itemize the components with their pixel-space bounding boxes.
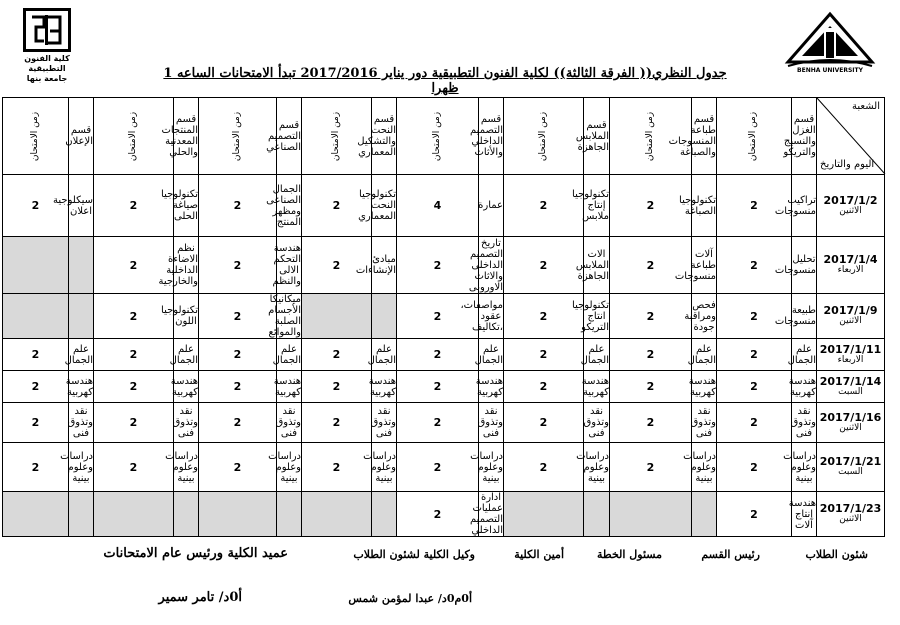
duration-cell: 2 <box>397 492 479 537</box>
subject-cell: تاريخ التصميم الداخلى والاثاث الاوروبى <box>468 237 503 293</box>
college-secretary-signature: أمين الكلية <box>514 548 564 561</box>
dean-name: أ0د/ تامر سمير <box>158 590 242 605</box>
subject-cell: هندسة كهربية <box>69 371 94 403</box>
table-row <box>3 294 885 339</box>
duration-cell: 2 <box>199 371 277 403</box>
date-cell: 2017/1/2 الاثنين <box>817 175 885 237</box>
subject-cell <box>69 492 94 537</box>
vice-dean-name: أ0م0د/ عبدا لمؤمن شمس <box>348 592 472 605</box>
duration-cell: 2 <box>397 371 479 403</box>
subject-cell: دراسات وعلوم بينية <box>584 443 610 492</box>
duration-cell: 2 <box>302 339 372 371</box>
vice-dean-signature: وكيل الكلية لشئون الطلاب <box>353 548 475 561</box>
date-cell: 2017/1/21 السبت <box>817 443 885 492</box>
duration-cell: 2 <box>397 443 479 492</box>
duration-cell: 2 <box>397 403 479 443</box>
department-header: قسم التصميم الصناعي <box>277 98 302 175</box>
table-row <box>3 443 885 492</box>
exam-duration-header: زمن الامتحان <box>717 98 792 175</box>
duration-cell: 2 <box>610 443 692 492</box>
duration-cell: 2 <box>94 403 174 443</box>
duration-cell: 2 <box>302 443 372 492</box>
duration-cell: 4 <box>397 175 479 237</box>
duration-cell: 2 <box>610 403 692 443</box>
subject-cell <box>174 492 199 537</box>
duration-cell: 2 <box>302 371 372 403</box>
subject-cell: هندسة كهربية <box>174 371 199 403</box>
subject-cell: تكنولوجيا اللون <box>174 294 199 339</box>
duration-cell: 2 <box>610 294 692 339</box>
table-header-row <box>3 98 885 175</box>
subject-cell: نقد وتذوق فنى <box>277 403 302 443</box>
faculty-logo <box>12 8 82 83</box>
date-cell: 2017/1/11 الاربعاء <box>817 339 885 371</box>
subject-cell: هندسة التحكم الالى والنظم <box>277 237 302 294</box>
subject-cell: عمارة <box>479 175 504 237</box>
page-title: جدول النظري(( الفرقة الثالثة)) لكلية الفنون التطبيقية دور يناير 2017/2016 تبدأ الامتحانات الساعه 1 ظهرا <box>163 66 727 96</box>
subject-cell: هندسة كهربية <box>692 371 717 403</box>
subject-cell: دراسات وعلوم بينية <box>372 443 397 492</box>
duration-cell: 2 <box>94 371 174 403</box>
exam-duration-header: زمن الامتحان <box>302 98 372 175</box>
students-affairs-signature: شئون الطلاب <box>805 548 868 561</box>
table-row <box>3 175 885 237</box>
subject-cell: سيكلوجية اعلان <box>69 175 94 237</box>
duration-cell: 2 <box>717 371 792 403</box>
subject-cell: نظم الاضاءة الداخلية والخارجية <box>174 237 199 294</box>
duration-cell <box>94 492 174 537</box>
duration-cell: 2 <box>717 403 792 443</box>
subject-cell: الجمال الصناعى ومظهر المنتج <box>277 175 302 237</box>
subject-cell: دراسات وعلوم بينية <box>69 443 94 492</box>
duration-cell: 2 <box>94 339 174 371</box>
subject-cell <box>584 492 610 537</box>
duration-cell: 2 <box>199 294 277 339</box>
duration-cell: 2 <box>717 175 792 237</box>
subject-cell: هندسة كهربية <box>372 371 397 403</box>
subject-cell: تراكيب منسوجات <box>792 175 817 237</box>
duration-cell: 2 <box>94 294 174 339</box>
subject-cell: تكنولوجيا الصباغة <box>692 175 717 237</box>
subject-cell: دراسات وعلوم بينية <box>692 443 717 492</box>
subject-cell: هندسة كهربية <box>479 371 504 403</box>
duration-cell: 2 <box>302 175 372 237</box>
corner-header: الشعبة اليوم والتاريخ <box>817 98 885 175</box>
department-header: قسم الإعلان <box>69 98 94 175</box>
duration-cell: 2 <box>610 175 692 237</box>
duration-cell: 2 <box>717 237 792 294</box>
date-cell: 2017/1/4 الاربعاء <box>817 237 885 294</box>
duration-cell: 2 <box>302 403 372 443</box>
subject-cell: علم الجمال <box>372 339 397 371</box>
department-header: قسم طباعة المنسوجات والصباغة <box>692 98 717 175</box>
duration-cell <box>199 492 277 537</box>
date-cell: 2017/1/9 الاثنين <box>817 294 885 339</box>
duration-cell: 2 <box>199 237 277 294</box>
duration-cell: 2 <box>397 237 479 294</box>
subject-cell: آلات طباعة منسوجات <box>692 237 717 294</box>
department-header: قسم الملابس الجاهزة <box>584 98 610 175</box>
subject-cell: ميكانيكا الأجسام الصلبة والموائع <box>268 294 301 338</box>
date-cell: 2017/1/16 الاثنين <box>817 403 885 443</box>
duration-cell: 2 <box>717 339 792 371</box>
duration-cell: 2 <box>610 237 692 294</box>
duration-cell <box>3 492 69 537</box>
duration-cell: 2 <box>199 175 277 237</box>
duration-cell: 2 <box>717 443 792 492</box>
duration-cell: 2 <box>3 443 69 492</box>
subject-cell: هندسة إنتاج آلات <box>792 492 817 537</box>
exam-duration-header: زمن الامتحان <box>199 98 277 175</box>
subject-cell: طبيعة منسوجات <box>792 294 817 339</box>
subject-cell: مبادئ الإنشاءات <box>372 237 397 294</box>
duration-cell <box>610 492 692 537</box>
subject-cell: تكنولوجيا صياغة الحلى <box>174 175 199 237</box>
duration-cell: 2 <box>504 237 584 294</box>
subject-cell: علم الجمال <box>692 339 717 371</box>
department-header: قسم التصميم الداخلي والأثاث <box>479 98 504 175</box>
date-cell: 2017/1/23 الاثنين <box>817 492 885 537</box>
subject-cell: نقد وتذوق فنى <box>792 403 817 443</box>
duration-cell <box>3 237 69 294</box>
subject-cell: هندسة كهربية <box>792 371 817 403</box>
duration-cell: 2 <box>199 443 277 492</box>
exam-duration-header: زمن الامتحان <box>610 98 692 175</box>
duration-cell: 2 <box>504 403 584 443</box>
duration-cell: 2 <box>610 371 692 403</box>
duration-cell: 2 <box>94 443 174 492</box>
subject-cell: ادارة عمليات التصميم الداخلي <box>470 492 503 536</box>
duration-cell: 2 <box>610 339 692 371</box>
table-row <box>3 492 885 537</box>
subject-cell: فحص ومراقبة جودة <box>692 294 717 339</box>
table-row <box>3 339 885 371</box>
subject-cell: دراسات وعلوم بينية <box>792 443 817 492</box>
subject-cell <box>69 237 94 294</box>
exam-duration-header: زمن الامتحان <box>397 98 479 175</box>
subject-cell <box>69 294 94 339</box>
duration-cell: 2 <box>504 443 584 492</box>
duration-cell: 2 <box>3 339 69 371</box>
faculty-logo-caption: كلية الفنون التطبيقية جامعة بنها <box>24 54 70 83</box>
subject-cell <box>277 492 302 537</box>
date-cell: 2017/1/14 السبت <box>817 371 885 403</box>
dean-signature: عميد الكلية ورئيس عام الامتحانات <box>103 546 288 561</box>
subject-cell: مواصفات، عقود ،تكاليف <box>479 294 504 339</box>
exam-duration-header: زمن الامتحان <box>3 98 69 175</box>
duration-cell: 2 <box>504 371 584 403</box>
duration-cell <box>302 294 372 339</box>
subject-cell: علم الجمال <box>174 339 199 371</box>
table-row <box>3 403 885 443</box>
subject-cell: نقد وتذوق فنى <box>174 403 199 443</box>
duration-cell: 2 <box>94 175 174 237</box>
duration-cell: 2 <box>717 294 792 339</box>
duration-cell: 2 <box>397 294 479 339</box>
department-header: قسم النحت والتشكيل المعماري <box>372 98 397 175</box>
duration-cell <box>302 492 372 537</box>
subject-cell: هندسة كهربية <box>584 371 610 403</box>
duration-cell: 2 <box>504 175 584 237</box>
subject-cell: علم الجمال <box>584 339 610 371</box>
subject-cell <box>372 492 397 537</box>
subject-cell: دراسات وعلوم بينية <box>479 443 504 492</box>
subject-cell: دراسات وعلوم بينية <box>277 443 302 492</box>
subject-cell: الات الملابس الجاهزة <box>584 237 610 294</box>
subject-cell <box>692 492 717 537</box>
duration-cell: 2 <box>504 339 584 371</box>
table-row <box>3 371 885 403</box>
subject-cell: تحليل منسوجات <box>792 237 817 294</box>
subject-cell: نقد وتذوق فنى <box>69 403 94 443</box>
department-header: قسم الغزل والنسيج والتريكو <box>792 98 817 175</box>
duration-cell: 2 <box>3 175 69 237</box>
duration-cell <box>3 294 69 339</box>
duration-cell: 2 <box>199 403 277 443</box>
subject-cell: نقد وتذوق فنى <box>372 403 397 443</box>
duration-cell: 2 <box>397 339 479 371</box>
table-row <box>3 237 885 294</box>
subject-cell: علم الجمال <box>792 339 817 371</box>
duration-cell: 2 <box>717 492 792 537</box>
subject-cell: تكنولوجيا انتاج التريكو <box>584 294 610 339</box>
subject-cell: نقد وتذوق فنى <box>479 403 504 443</box>
duration-cell: 2 <box>199 339 277 371</box>
duration-cell: 2 <box>504 294 584 339</box>
exam-schedule-table <box>2 97 885 537</box>
subject-cell: هندسة كهربية <box>277 371 302 403</box>
subject-cell: تكنولوجيا إنتاج ملابس <box>584 175 610 237</box>
dept-head-signature: رئيس القسم <box>701 548 760 561</box>
duration-cell <box>504 492 584 537</box>
subject-cell <box>372 294 397 339</box>
subject-cell: علم الجمال <box>69 339 94 371</box>
subject-cell: علم الجمال <box>277 339 302 371</box>
duration-cell: 2 <box>3 371 69 403</box>
subject-cell: تكنولوجيا النحت المعماري <box>372 175 397 237</box>
subject-cell: علم الجمال <box>479 339 504 371</box>
exam-duration-header: زمن الامتحان <box>504 98 584 175</box>
university-logo <box>780 10 880 74</box>
department-header: قسم المنتجات المعدنية والحلي <box>174 98 199 175</box>
subject-cell: نقد وتذوق فنى <box>584 403 610 443</box>
duration-cell: 2 <box>3 403 69 443</box>
svg-text:BENHA UNIVERSITY: BENHA UNIVERSITY <box>797 67 863 74</box>
subject-cell: نقد وتذوق فنى <box>692 403 717 443</box>
exam-duration-header: زمن الامتحان <box>94 98 174 175</box>
duration-cell: 2 <box>302 237 372 294</box>
duration-cell: 2 <box>94 237 174 294</box>
plan-officer-signature: مسئول الخطة <box>597 548 662 561</box>
subject-cell: دراسات وعلوم بينية <box>174 443 199 492</box>
